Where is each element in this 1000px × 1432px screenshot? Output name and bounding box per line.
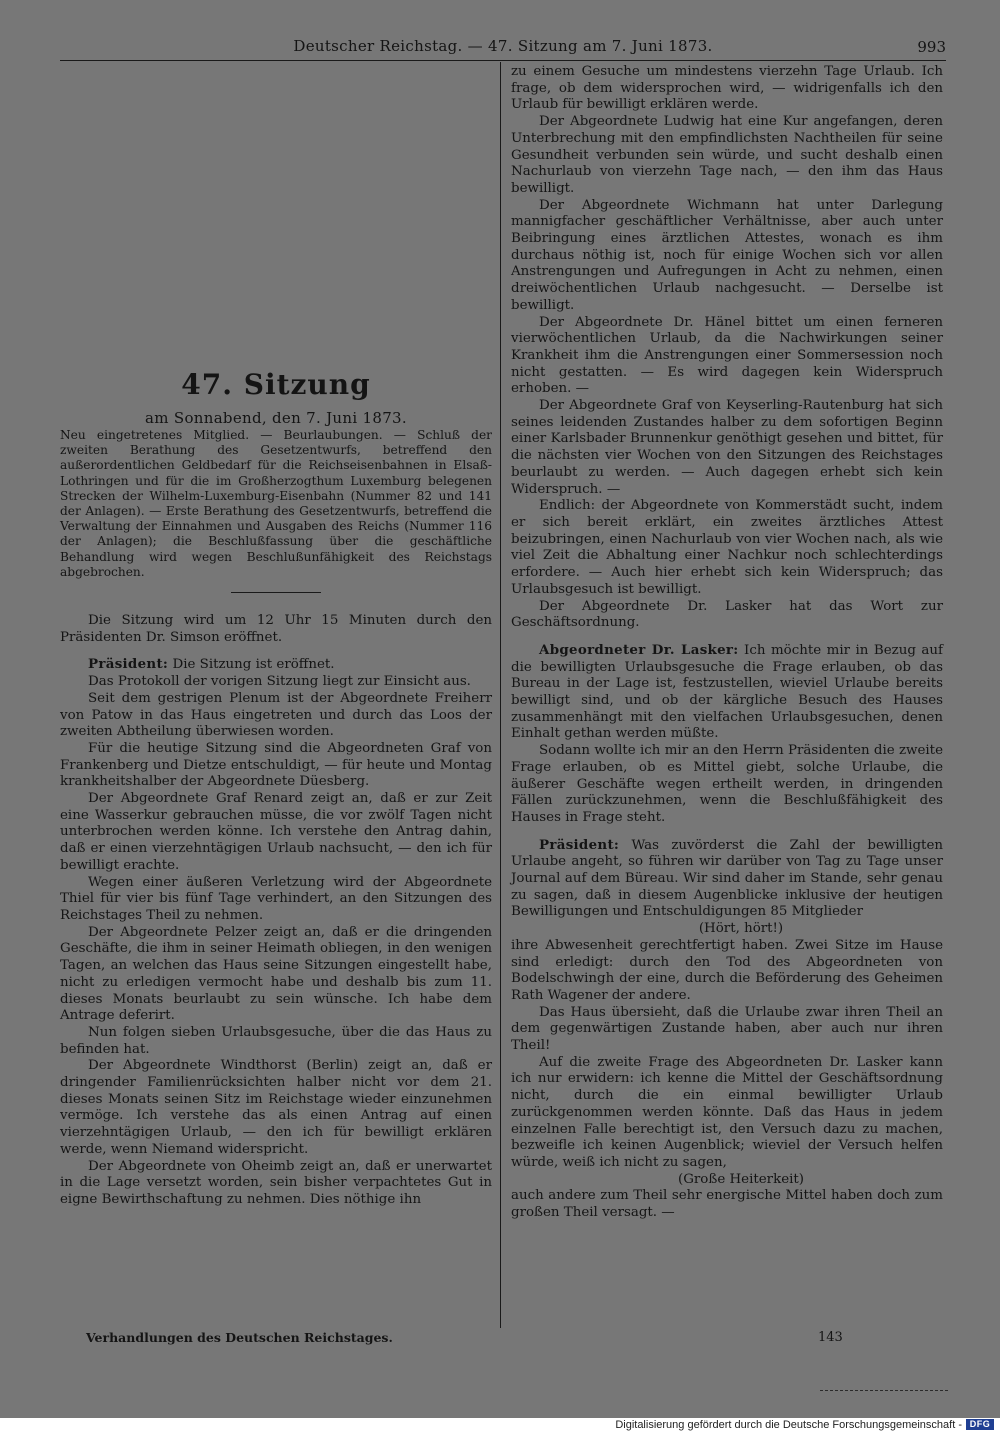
paragraph: Der Abgeordnete Dr. Lasker hat das Wort zur Geschäftsordnung.	[511, 598, 943, 631]
paragraph: Auf die zweite Frage des Abgeordneten Dr. Lasker kann ich nur erwidern: ich kenne die Mittel der Geschäftsordnung nicht, durch die ein einmal bewilligter Urlaub zurückgenommen werden könnte. Daß das Haus in jedem einzelnen Falle berechtigt ist, den Versuch dazu zu machen, bezweifle ich keinen Augenblick; wieviel der Versuch helfen würde, weiß ich nicht zu sagen,	[511, 1054, 943, 1170]
speech-paragraph	[60, 656, 492, 674]
right-column	[511, 64, 943, 1222]
paragraph: Der Abgeordnete von Oheimb zeigt an, daß er unerwartet in die Lage versetzt worden, sein bisher verpachtetes Gut in eigne Bewirthschaftung zu nehmen. Dies nöthige ihn	[60, 1158, 492, 1207]
paragraph: zu einem Gesuche um mindestens vierzehn Tage Urlaub. Ich frage, ob dem widersprochen wird, — widrigenfalls ich den Urlaub für bewilligt erklären werde.	[511, 64, 943, 113]
sheet-number: 143	[818, 1330, 843, 1345]
column-divider	[500, 62, 501, 1328]
session-title: 47. Sitzung	[181, 368, 371, 401]
paragraph: Der Abgeordnete Dr. Hänel bittet um einen ferneren vierwöchentlichen Urlaub, da die Nachwirkungen seiner Krankheit ihm die Anstrengungen einer Sommersession noch nicht gestatten. — Es wird dagegen kein Widerspruch erhoben. —	[511, 314, 943, 397]
paragraph: Sodann wollte ich mir an den Herrn Präsidenten die zweite Frage erlauben, ob es Mittel giebt, solche Urlaube, die äußerer Geschäfte wegen ertheilt werden, in dringenden Fällen zurückzunehmen, wenn die Beschlußfähigkeit des Hauses in Frage steht.	[511, 743, 943, 825]
paragraph: auch andere zum Theil sehr energische Mittel haben doch zum großen Theil versagt. —	[511, 1188, 943, 1221]
dfg-logo: DFG	[966, 1419, 994, 1430]
section-rule	[231, 592, 321, 593]
speaker-name: Präsident:	[539, 836, 620, 853]
speech-text: Was zuvörderst die Zahl der bewilligten Urlaube angeht, so führen wir darüber von Tag zu Tage unser Journal auf dem Büreau. Wir sind daher im Stande, sehr genau zu sagen, daß in diesem Augenblicke inklusive der heutigen Bewilligungen und Entschuldigungen 85 Mitglieder	[511, 837, 943, 920]
running-head	[60, 36, 946, 58]
speech-paragraph	[511, 837, 943, 922]
session-title-block	[60, 368, 492, 428]
paragraph: Der Abgeordnete Pelzer zeigt an, daß er die dringenden Geschäfte, die ihm in seiner Heimath obliegen, in den wenigen Tagen, an welchen das Haus seine Sitzungen eingestellt habe, nicht zu erledigen vermocht habe und deshalb bis zum 11. dieses Monats beurlaubt zu sein wünsche. Ich habe dem Antrage deferirt.	[60, 924, 492, 1024]
left-column	[60, 76, 492, 1209]
paragraph: Der Abgeordnete Ludwig hat eine Kur angefangen, deren Unterbrechung mit den empfindlichsten Nachtheilen für seine Gesundheit verbunden sein würde, und sucht deshalb einen Nachurlaub von vierzehn Tage nach, — den ihm das Haus bewilligt.	[511, 114, 943, 196]
paragraph: Wegen einer äußeren Verletzung wird der Abgeordnete Thiel für vier bis fünf Tage verhindert, an den Sitzungen des Reichstages Theil zu nehmen.	[60, 874, 492, 923]
header-rule	[60, 60, 946, 61]
paragraph: Das Protokoll der vorigen Sitzung liegt zur Einsicht aus.	[88, 674, 471, 690]
agenda-text: Neu eingetretenes Mitglied. — Beurlaubungen. — Schluß der zweiten Berathung des Gesetzentwurfs, betreffend den außerordentlichen Geldbedarf für die Reichseisenbahnen in Elsaß-Lothringen und für die im Großherzogthum Luxemburg belegenen Strecken der Wilhelm-Luxemburg-Eisenbahn (Nummer 82 und 141 der Anlagen). — Erste Berathung des Gesetzentwurfs, betreffend die Verwaltung der Einnahmen und Ausgaben des Reichs (Nummer 116 der Anlagen); die Beschlußfassung über die geschäftliche Behandlung wird wegen Beschlußunfähigkeit des Reichstags abgebrochen.	[60, 428, 492, 579]
speech-paragraph	[511, 642, 943, 743]
paragraph: Der Abgeordnete Graf Renard zeigt an, daß er zur Zeit eine Wasserkur gebrauchen müsse, die vor zwölf Tagen nicht unterbrochen werden könne. Ich verstehe den Antrag dahin, daß er einen vierzehntägigen Urlaub nachsucht, — den ich für bewilligt erachte.	[60, 791, 492, 873]
interjection: (Hört, hört!)	[698, 921, 784, 937]
interjection: (Große Heiterkeit)	[677, 1171, 805, 1187]
paragraph: Der Abgeordnete Wichmann hat unter Darlegung mannigfacher geschäftlicher Verhältnisse, aber auch unter Beibringung eines ärztlichen Attestes, wonach es ihm durchaus nöthig ist, noch für einige Wochen sich vor allen Anstrengungen und Aufregungen in Acht zu nehmen, einen dreiwöchentlichen Urlaub nachgesucht. — Derselbe ist bewilligt.	[511, 197, 943, 313]
agenda-summary	[60, 428, 492, 580]
paragraph: Das Haus übersieht, daß die Urlaube zwar ihren Theil an dem gegenwärtigen Zustande haben, aber auch nur ihren Theil!	[511, 1004, 943, 1054]
page-number: 993	[917, 38, 946, 56]
paragraph: Der Abgeordnete Graf von Keyserling-Rautenburg hat sich seines leidenden Zustandes halber zu dem sofortigen Beginn einer Karlsbader Brunnenkur genöthigt gesehen und bittet, für die nächsten vier Wochen von den Sitzungen des Reichstages beurlaubt zu werden. — Auch dagegen erhebt sich kein Widerspruch. —	[511, 398, 943, 497]
paragraph: Nun folgen sieben Urlaubsgesuche, über die das Haus zu befinden hat.	[60, 1024, 492, 1057]
bottom-edge-mark	[820, 1390, 948, 1395]
paragraph: Für die heutige Sitzung sind die Abgeordneten Graf von Frankenberg und Dietze entschuldigt, — für heute und Montag krankheitshalber der Abgeordnete Düesberg.	[60, 740, 492, 790]
speaker-name: Präsident:	[88, 656, 169, 673]
speech-text: Ich möchte mir in Bezug auf die bewilligten Urlaubsgesuche die Frage erlauben, ob das Bureau in der Lage ist, festzustellen, wieviel Urlaube bereits bewilligt sind, und ob der kärgliche Besuch des Hauses zusammenhängt mit den vielfachen Urlaubsgesuchen, denen Einhalt gethan werden müßte.	[511, 642, 943, 742]
speaker-name: Abgeordneter Dr. Lasker:	[539, 641, 739, 658]
running-title: Deutscher Reichstag. — 47. Sitzung am 7. Juni 1873.	[293, 37, 713, 55]
digitization-credit-bar	[0, 1418, 1000, 1432]
session-date: am Sonnabend, den 7. Juni 1873.	[145, 409, 407, 427]
paragraph: Seit dem gestrigen Plenum ist der Abgeordnete Freiherr von Patow in das Haus eingetreten und durch das Loos der zweiten Abtheilung überwiesen worden.	[60, 690, 492, 740]
opening-paragraph: Die Sitzung wird um 12 Uhr 15 Minuten durch den Präsidenten Dr. Simson eröffnet.	[60, 613, 492, 645]
paragraph: Endlich: der Abgeordnete von Kommerstädt sucht, indem er sich bereit erklärt, ein zweites ärztliches Attest beizubringen, einen Nachurlaub von vier Wochen nach, als wie viel Zeit die Abhaltung einer Nachkur noch schlechterdings erfordere. — Auch hier erhebt sich kein Widerspruch; das Urlaubsgesuch ist bewilligt.	[511, 498, 943, 597]
paragraph: Der Abgeordnete Windthorst (Berlin) zeigt an, daß er dringender Familienrücksichten halber nicht vor dem 21. dieses Monats seinen Sitz im Reichstage wieder einzunehmen vermöge. Ich verstehe das als einen Antrag auf einen vierzehntägigen Urlaub, — den ich für bewilligt erklären werde, wenn Niemand widerspricht.	[60, 1058, 492, 1157]
credit-text: Digitalisierung gefördert durch die Deutsche Forschungsgemeinschaft -	[615, 1419, 962, 1431]
paragraph: ihre Abwesenheit gerechtfertigt haben. Zwei Sitze im Hause sind erledigt: durch den Tod des Abgeordneten von Bodelschwingh der eine, durch die Beförderung des Geheimen Rath Wagener der andere.	[511, 937, 943, 1003]
speech-text: Die Sitzung ist eröffnet.	[172, 657, 335, 673]
publication-footer: Verhandlungen des Deutschen Reichstages.	[86, 1330, 393, 1345]
